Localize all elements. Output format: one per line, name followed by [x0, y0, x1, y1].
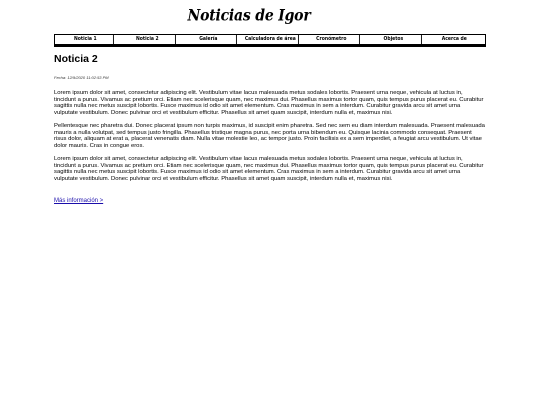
more-info-link[interactable]: Más información >: [54, 198, 104, 204]
nav-item-noticia-1[interactable]: Noticia 1: [58, 35, 113, 44]
nav-item-galeria[interactable]: Galería: [181, 35, 236, 44]
nav-item-objetos[interactable]: Objetos: [366, 35, 421, 44]
nav-item-acerca-de[interactable]: Acerca de: [442, 36, 468, 42]
article-paragraph: Lorem ipsum dolor sit amet, consectetur adipiscing elit. Vestibulum vitae lacus malesuada metus sodales lobortis. Praesent urna neque, vehicula at luctus in, tincidunt a purus. Vivamus ac pretium orci. Etiam nec scelerisque quam, nec maximus dui. Phasellus maximus tortor quam, quis tempus purus placerat eu. Curabitur sagittis nulla nec metus suscipit lobortis. Fusce maximus id odio sit amet elementum. Cras maximus in sem a interdum. Curabitur gravida arcu sit amet urna vulputate vestibulum. Donec pulvinar orci et vestibulum efficitur. Phasellus sit amet quam suscipit, interdum nulla et, maximus nisi.: [54, 156, 484, 182]
article-paragraph: Lorem ipsum dolor sit amet, consectetur adipiscing elit. Vestibulum vitae lacus malesuada metus sodales lobortis. Praesent urna neque, vehicula at luctus in, tincidunt a purus. Vivamus ac pretium orci. Etiam nec scelerisque quam, nec maximus dui. Phasellus maximus tortor quam, quis tempus purus placerat eu. Curabitur sagittis nulla nec metus suscipit lobortis. Fusce maximus id odio sit amet elementum. Cras maximus in sem a interdum. Curabitur gravida arcu sit amet urna vulputate vestibulum. Donec pulvinar orci et vestibulum efficitur. Phasellus sit amet quam suscipit, interdum nulla et, maximus nisi.: [54, 90, 484, 116]
site-title: Noticias de Igor: [187, 6, 311, 26]
article-paragraph: Pellentesque nec pharetra dui. Donec placerat ipsum non turpis maximus, id suscipit enim pharetra. Sed nec sem eu diam interdum malesuada. Praesent malesuada mauris a nulla volutpat, sed tempus justo fringilla. Phasellus tristique magna purus, nec porta urna bibendum eu. Quisque lacinia commodo consequat. Praesent risus dolor, aliquam at erat a, placerat venenatis diam. Nulla vitae molestie leo, ac tempor justo. Proin facilisis ex a sem imperdiet, a feugiat arcu vestibulum. Ut vitae dolor mauris. Cras in congue eros.: [54, 123, 485, 149]
article-title: Noticia 2: [54, 53, 98, 65]
nav-item-cronometro[interactable]: Cronómetro: [304, 35, 359, 44]
article: [54, 53, 485, 207]
nav-item-calculadora[interactable]: Calculadora de área: [243, 35, 298, 44]
main-nav: [54, 34, 486, 47]
nav-item-noticia-2[interactable]: Noticia 2: [120, 35, 175, 44]
article-date: Fecha: 12/9/2020 11:02:53 PM: [54, 75, 109, 80]
